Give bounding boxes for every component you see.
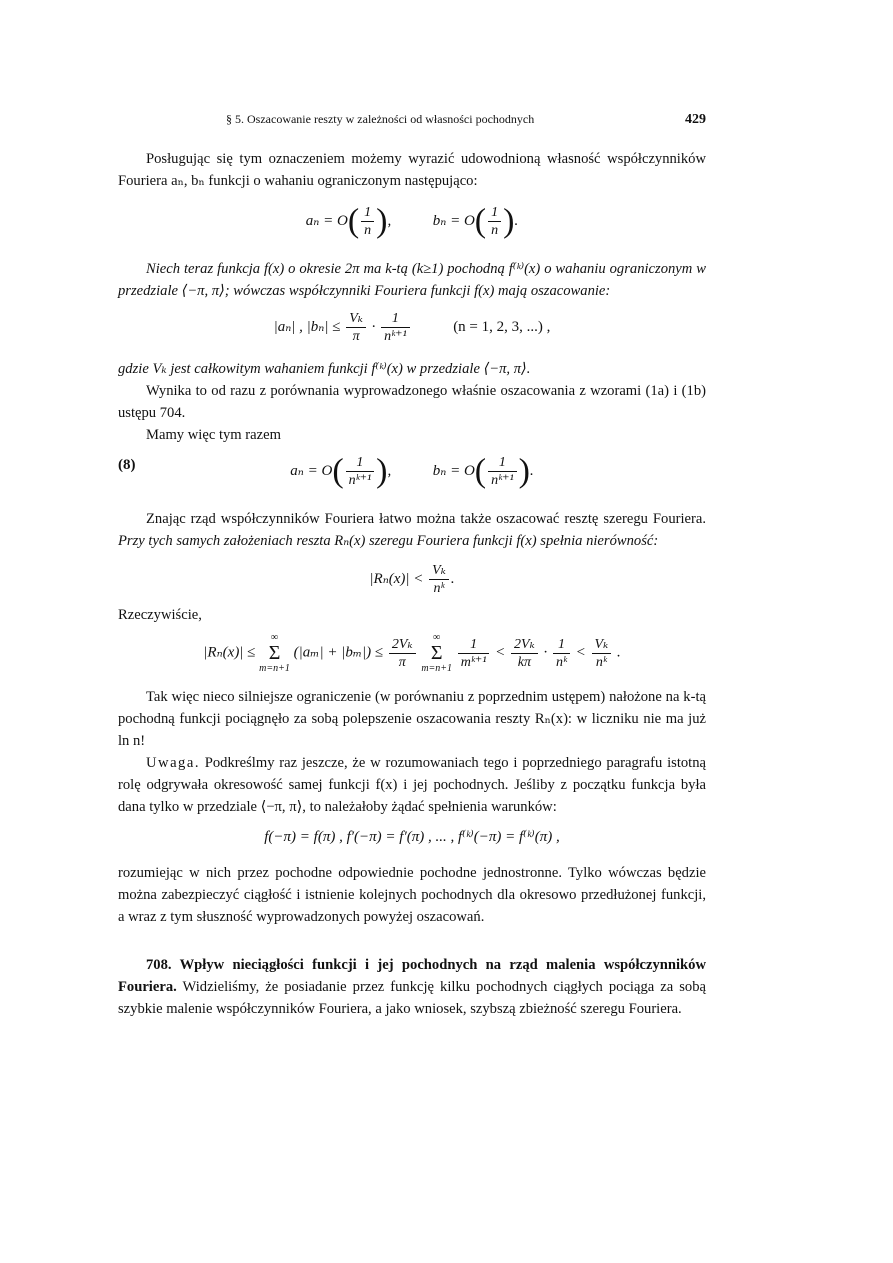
frac-num: 1 — [361, 204, 374, 222]
equation-number: (8) — [118, 457, 136, 473]
section-708 — [118, 954, 706, 1020]
formula-right: bₙ = O — [432, 212, 475, 229]
frac-num: 1 — [346, 454, 375, 472]
frac-den: nᵏ⁺¹ — [348, 473, 372, 488]
formula-end: . — [450, 570, 455, 587]
paragraph-3: gdzie Vₖ jest całkowitym wahaniem funkcji f⁽ᵏ⁾(x) w przedziale ⟨−π, π⟩. — [118, 361, 531, 377]
formula-condition: (n = 1, 2, 3, ...) , — [453, 318, 551, 335]
running-title: § 5. Oszacowanie reszty w zależności od własności pochodnych — [226, 112, 535, 126]
paragraph-6-start: Znając rząd współczynników Fouriera łatwo można także oszacować resztę szeregu Fouriera. — [146, 511, 706, 527]
paragraph-8: Tak więc nieco silniejsze ograniczenie (w porównaniu z poprzednim ustępem) nałożone na k-tą pochodną funkcji pociągnęło za sobą polepszenie oszacowania reszty Rₙ(x): w liczniku nie ma już ln n! — [118, 689, 706, 749]
paragraph-6 — [118, 508, 706, 552]
section-708-title: 708. Wpływ nieciągłości funkcji i jej pochodnych na rząd malenia współczynników Fouriera. — [118, 957, 706, 995]
formula-right: bₙ = O — [432, 462, 475, 479]
formula-left: aₙ = O — [305, 212, 348, 229]
frac-num: Vₖ — [346, 310, 366, 328]
paragraph-2-theorem: Niech teraz funkcja f(x) o okresie 2π ma k-tą (k≥1) pochodną f⁽ᵏ⁾(x) o wahaniu ograniczonym w przedziale ⟨−π, π⟩; wówczas współczynniki Fouriera funkcji f(x) mają oszacowanie: — [118, 261, 706, 299]
formula-8: (8) aₙ = O( $\frac{1}{\text{nᵏ⁺¹}}$ ), bₙ = O( $\frac{1}{\text{nᵏ⁺¹}}$ ). — [118, 452, 534, 490]
running-header — [118, 112, 706, 130]
frac-den: nᵏ — [433, 581, 445, 596]
remark-label: Uwaga. — [146, 755, 200, 771]
remark-text: Podkreślmy raz jeszcze, że w rozumowaniach tego i poprzedniego paragrafu istotną rolę odgrywała okresowość samej funkcji f(x) i jej pochodnych. Jeśliby z początku funkcja była dana tylko w przedziale ⟨−π, π⟩, to należałoby żądać spełnienia warunków: — [118, 755, 706, 815]
frac-num: 1 — [488, 454, 517, 472]
page-number: 429 — [685, 112, 706, 127]
formula-coefficient-estimate — [118, 306, 706, 350]
page — [118, 112, 706, 1020]
paragraph-4: Wynika to od razu z porównania wyprowadzonego właśnie oszacowania z wzorami (1a) i (1b) ustępu 704. — [118, 383, 706, 421]
formula-boundary-conditions: f(−π) = f(π) , f′(−π) = f′(π) , ... , f⁽ᵏ⁾(−π) = f⁽ᵏ⁾(π) , — [264, 829, 560, 845]
paragraph-10: rozumiejąc w nich przez pochodne odpowiednie pochodne jednostronne. Tylko wówczas będzie można zabezpieczyć ciągłość i istnienie kolejnych pochodnych dla okresowo przedłużonej funkcji, a wraz z tym słuszność wyprowadzonych powyżej oszacowań. — [118, 865, 706, 925]
frac-num: 1 — [488, 204, 501, 222]
formula-left: aₙ = O — [290, 462, 333, 479]
sum-operator: ∞ Σ m=n+1 — [421, 632, 453, 674]
frac-den: π — [352, 329, 360, 344]
formula-remainder-estimate — [118, 558, 706, 602]
sum-operator: ∞ Σ m=n+1 — [259, 632, 290, 674]
paragraph-9-remark — [118, 752, 706, 818]
formula-lhs: |Rₙ(x)| ≤ — [203, 644, 256, 661]
frac-num: Vₖ — [429, 562, 449, 580]
formula-lhs: |aₙ| , |bₙ| ≤ — [273, 318, 341, 335]
section-708-text: Widzieliśmy, że posiadanie przez funkcję kilku pochodnych ciągłych pociąga za sobą szybkie malenie współczynników Fouriera, a jako wniosek, szybszą zbieżność szeregu Fouriera. — [118, 979, 706, 1017]
formula-remainder-proof: |Rₙ(x)| ≤ ∞ Σ m=n+1 (|aₘ| + |bₘ|) ≤ $\frac{\text{2Vₖ}}{\pi}$ ∞ Σ m=n+1 $\frac{1}{\text{mᵏ⁺¹}}$ < $\frac{\text{2Vₖ}}{k\pi}$ · $\frac{1}{\text{nᵏ}}$ < $\frac{\text{Vₖ}}{\text{nᵏ}}$ . — [203, 632, 621, 674]
paragraph-1: Posługując się tym oznaczeniem możemy wyrazić udowodnioną własność współczynników Fouriera aₙ, bₙ funkcji o wahaniu ograniczonym następująco: — [118, 151, 706, 189]
frac-den: nᵏ⁺¹ — [491, 473, 514, 488]
formula-coefficients-order: aₙ = O( $\frac{1}{n}$ ), bₙ = O( $\frac{1}{n}$ ). — [305, 202, 519, 240]
formula-end: . — [514, 212, 519, 229]
paragraph-7: Rzeczywiście, — [118, 607, 202, 623]
formula-dot: · — [371, 318, 376, 335]
formula-lhs: |Rₙ(x)| < — [369, 570, 424, 587]
formula-term: (|aₘ| + |bₘ|) ≤ — [293, 644, 384, 661]
formula-end: . — [529, 462, 534, 479]
frac-num: 1 — [381, 310, 410, 328]
paragraph-6-italic: Przy tych samych założeniach reszta Rₙ(x) szeregu Fouriera funkcji f(x) spełnia nierówność: — [118, 533, 659, 549]
frac-den: n — [364, 223, 372, 238]
paragraph-5: Mamy więc tym razem — [146, 427, 281, 443]
frac-den: nᵏ⁺¹ — [384, 329, 407, 344]
frac-den: n — [491, 223, 499, 238]
